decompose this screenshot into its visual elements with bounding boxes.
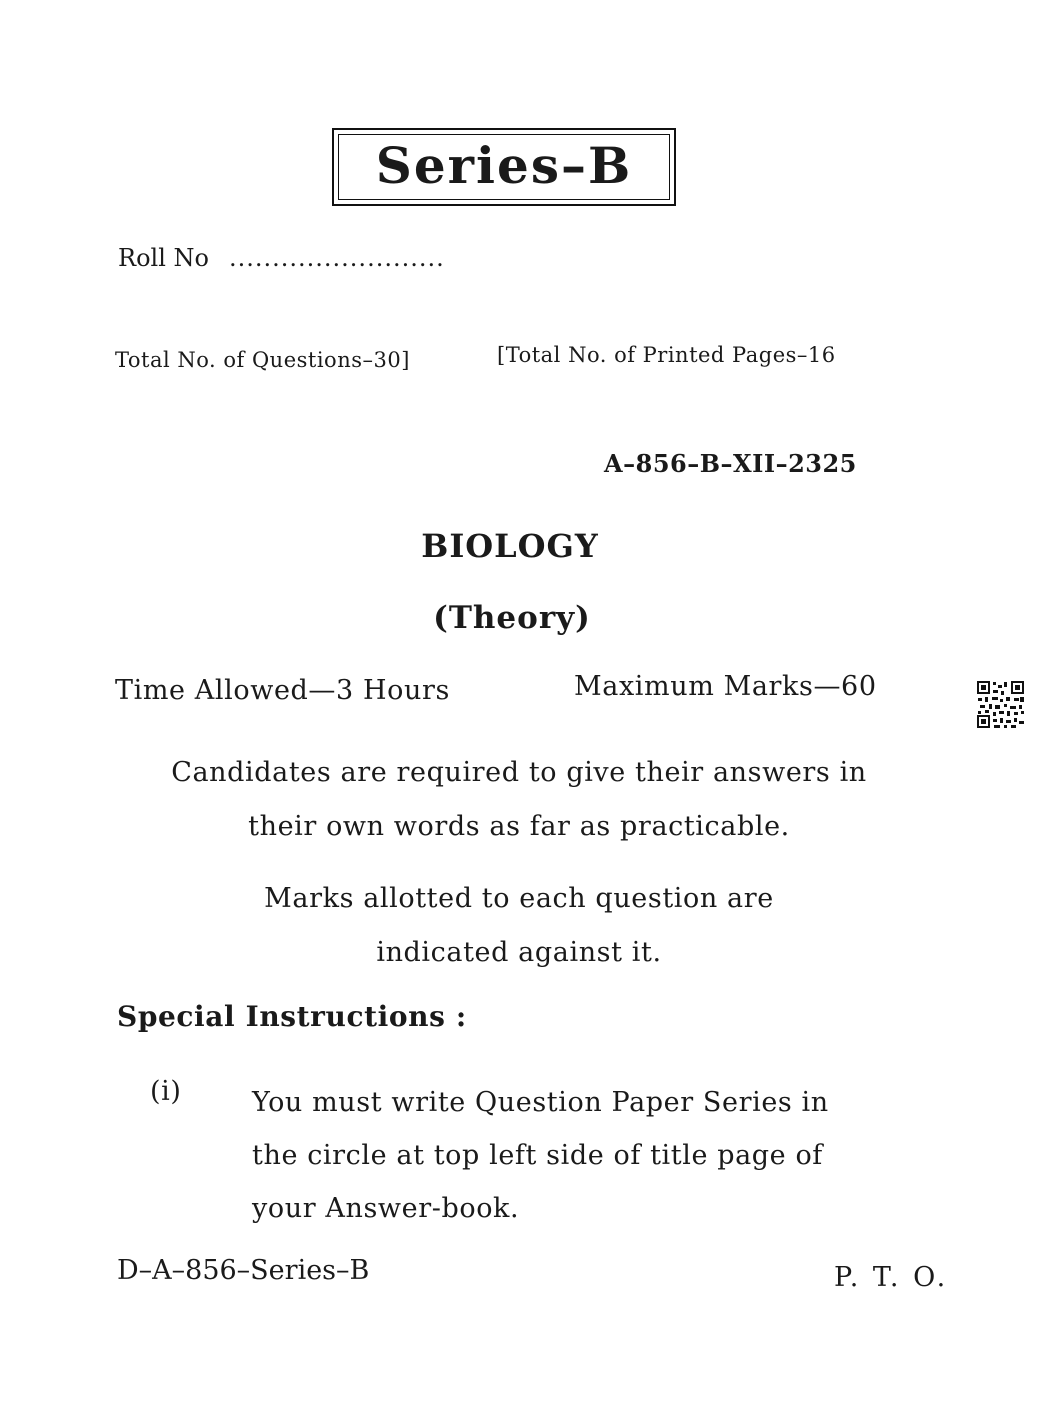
instruction-line: indicated against it. <box>376 937 662 968</box>
roll-no-blank: ......................... <box>229 244 445 272</box>
special-item-line: your Answer-book. <box>252 1193 520 1224</box>
instruction-line: their own words as far as practicable. <box>248 811 790 842</box>
special-item-text <box>252 1076 829 1235</box>
instruction-line: Candidates are required to give their answers in <box>171 757 867 788</box>
special-item-number: (i) <box>150 1076 182 1107</box>
special-item-line: the circle at top left side of title page of <box>252 1140 823 1171</box>
instruction-line: Marks allotted to each question are <box>264 883 774 914</box>
qr-code-icon <box>976 680 1025 729</box>
subject-title: BIOLOGY <box>421 527 599 565</box>
paper-code: A–856–B–XII–2325 <box>604 449 857 478</box>
footer-pto: P. T. O. <box>834 1262 949 1293</box>
series-title-box <box>332 128 676 206</box>
time-allowed: Time Allowed—3 Hours <box>115 675 450 706</box>
series-title: Series–B <box>375 136 633 195</box>
instruction-answers-own-words <box>0 746 1038 854</box>
special-instructions-heading: Special Instructions : <box>117 1000 467 1033</box>
total-questions: Total No. of Questions–30] <box>115 348 410 372</box>
roll-no-label: Roll No <box>118 244 209 272</box>
subject-subtitle: (Theory) <box>433 600 591 636</box>
instruction-marks-allotted <box>0 872 1038 980</box>
maximum-marks: Maximum Marks—60 <box>574 671 877 702</box>
total-printed-pages: [Total No. of Printed Pages–16 <box>497 343 836 367</box>
special-item-line: You must write Question Paper Series in <box>252 1087 829 1118</box>
footer-paper-code: D–A–856–Series–B <box>117 1255 370 1286</box>
